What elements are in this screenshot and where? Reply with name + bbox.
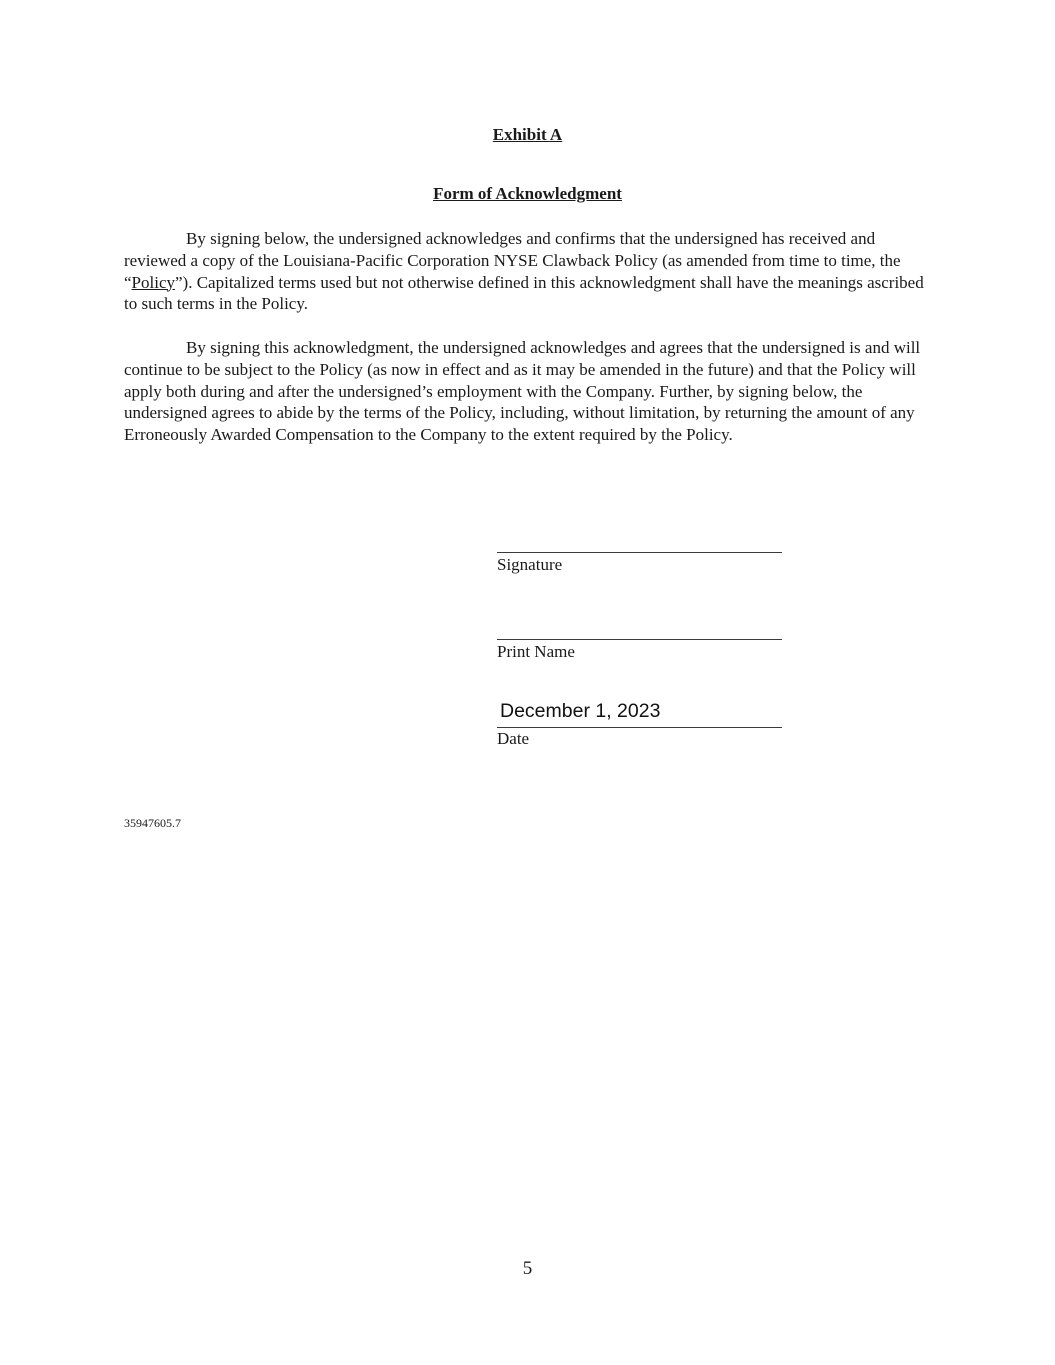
policy-defined-term: Policy	[131, 272, 175, 292]
print-name-line	[497, 639, 782, 640]
exhibit-title: Exhibit A	[492, 125, 563, 144]
paragraph-1-text-start: By signing below, the undersigned acknowledges and confirms that the undersigned has received and reviewed a copy of the Louisiana-Pacific Corporation NYSE Clawback Policy (as amended from time to time, the “	[124, 229, 901, 292]
acknowledgment-paragraph-2	[124, 337, 930, 446]
document-id: 35947605.7	[124, 816, 181, 830]
signature-label: Signature	[497, 555, 563, 574]
date-line	[497, 727, 782, 728]
paragraph-1-text-end: ”). Capitalized terms used but not otherwise defined in this acknowledgment shall have the meanings ascribed to such terms in the Policy.	[124, 272, 924, 314]
print-name-label: Print Name	[497, 642, 575, 661]
paragraph-2-text: By signing this acknowledgment, the undersigned acknowledges and agrees that the undersigned is and will continue to be subject to the Policy (as now in effect and as it may be amended in the future) and that the Policy will apply both during and after the undersigned’s employment with the Company. Further, by signing below, the undersigned agrees to abide by the terms of the Policy, including, without limitation, by returning the amount of any Erroneously Awarded Compensation to the Company to the extent required by the Policy.	[124, 338, 921, 445]
page-number: 5	[522, 1258, 533, 1279]
acknowledgment-paragraph-1	[124, 228, 930, 315]
date-label: Date	[497, 729, 530, 748]
date-value: December 1, 2023	[500, 700, 661, 722]
signature-line	[497, 552, 782, 553]
form-title: Form of Acknowledgment	[433, 184, 622, 203]
